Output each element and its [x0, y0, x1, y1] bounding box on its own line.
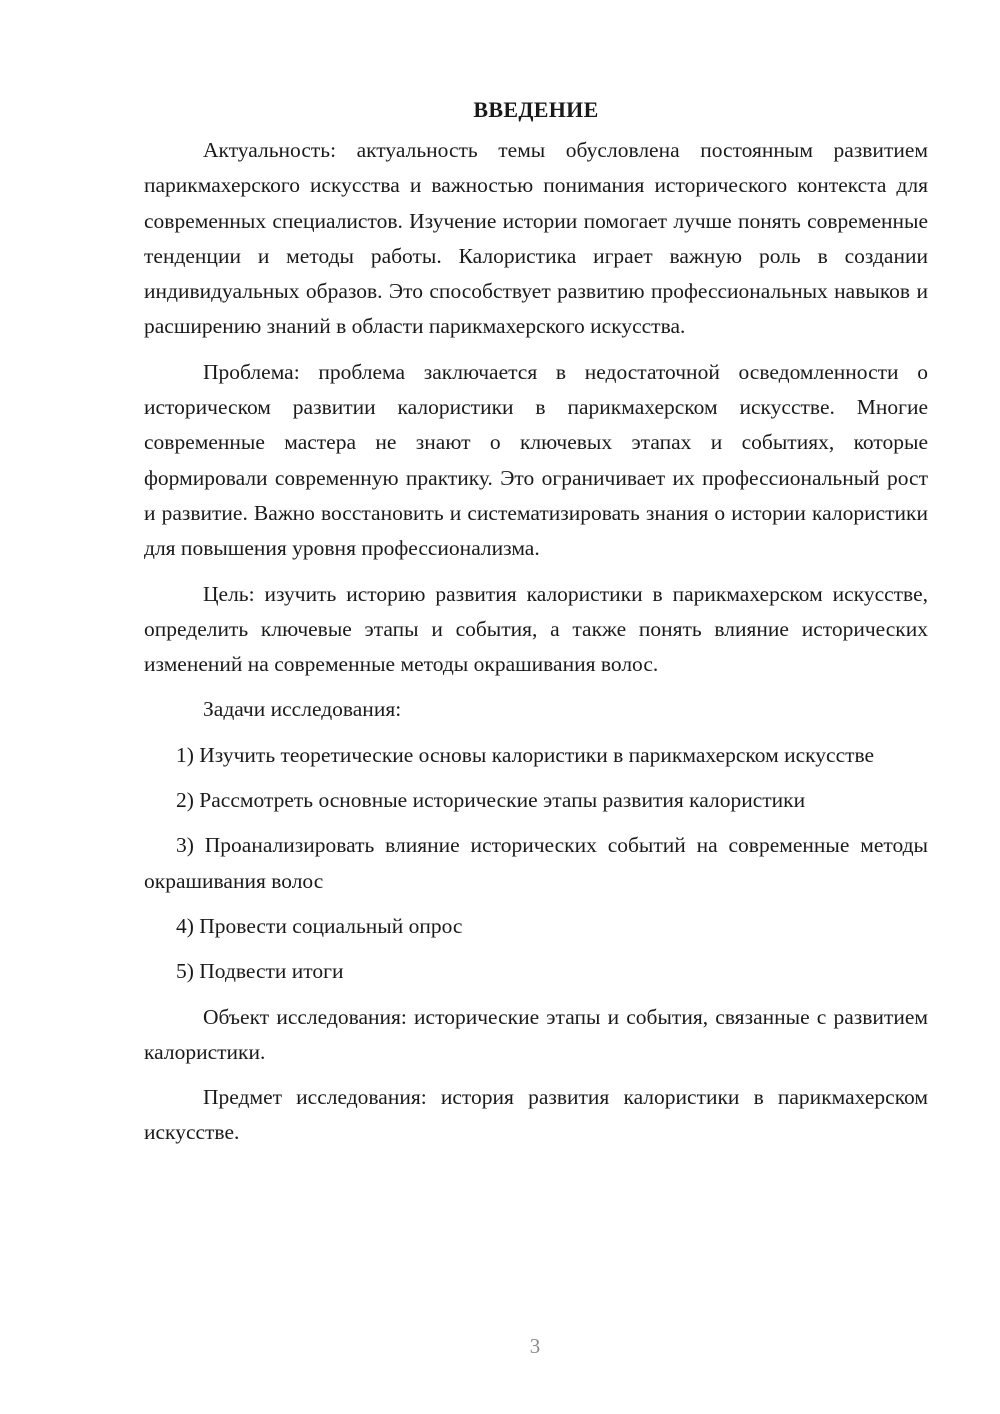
task-item-3: 3) Проанализировать влияние исторических событий на современные методы окрашивания волос — [144, 833, 928, 893]
tasks-heading: Задачи исследования: — [203, 697, 402, 722]
task-item-4: 4) Провести социальный опрос — [176, 913, 463, 938]
object-paragraph: Объект исследования: исторические этапы и события, связанные с развитием калористики. — [144, 1004, 928, 1064]
relevance-paragraph: Актуальность: актуальность темы обусловлена постоянным развитием парикмахерского искусства и важностью понимания исторического контекста для современных специалистов. Изучение истории помогает лучше понять современные тенденции и методы работы. Калористика играет важную роль в создании индивидуальных образов. Это способствует развитию профессиональных навыков и расширению знаний в области парикмахерского искусства. — [144, 138, 928, 339]
problem-paragraph: Проблема: проблема заключается в недостаточной осведомленности о историческом развитии калористики в парикмахерском искусстве. Многие современные мастера не знают о ключевых этапах и событиях, которые формировали современную практику. Это ограничивает их профессиональный рост и развитие. Важно восстановить и систематизировать знания о истории калористики для повышения уровня профессионализма. — [144, 359, 928, 561]
task-item-5: 5) Подвести итоги — [176, 959, 344, 984]
page-number: 3 — [529, 1334, 541, 1358]
task-item-1: 1) Изучить теоретические основы калористики в парикмахерском искусстве — [176, 742, 875, 767]
page-content — [144, 92, 928, 1161]
task-item-2: 2) Рассмотреть основные исторические этапы развития калористики — [176, 788, 806, 813]
subject-paragraph: Предмет исследования: история развития калористики в парикмахерском искусстве. — [144, 1085, 928, 1145]
page-title: ВВЕДЕНИЕ — [473, 97, 599, 122]
goal-paragraph: Цель: изучить историю развития калористики в парикмахерском искусстве, определить ключевые этапы и события, а также понять влияние исторических изменений на современные методы окрашивания волос. — [144, 581, 928, 677]
